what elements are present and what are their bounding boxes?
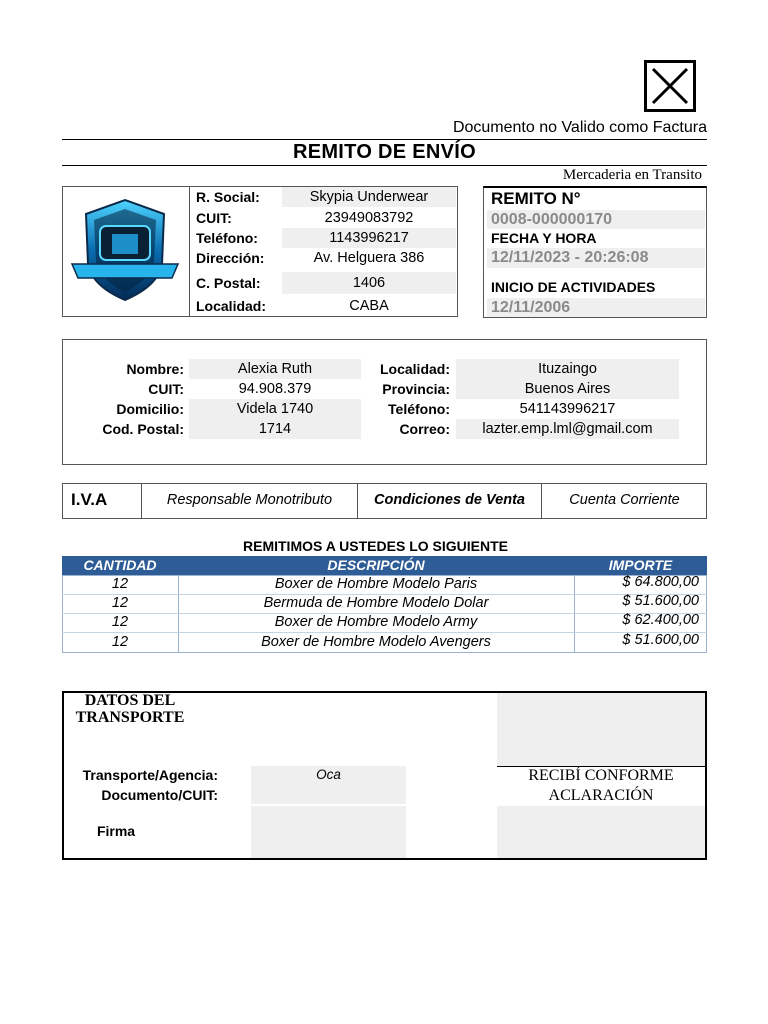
issuer-address-value: Av. Helguera 386 xyxy=(313,250,425,266)
client-province-value: Buenos Aires xyxy=(456,379,679,399)
client-city-value: Ituzaingo xyxy=(456,359,679,379)
table-row-desc: Boxer de Hombre Modelo Paris xyxy=(274,576,478,592)
issuer-cuit-value: 23949083792 xyxy=(324,210,414,226)
table-row-qty: 12 xyxy=(111,595,129,611)
issuer-city-value: CABA xyxy=(349,298,389,314)
header-desc: DESCRIPCIÓN xyxy=(327,557,425,573)
table-row-qty: 12 xyxy=(111,576,129,592)
iva-value: Responsable Monotributo xyxy=(166,492,333,508)
invalid-mark-box xyxy=(644,60,696,112)
divider xyxy=(62,139,707,140)
client-postal-label: Cod. Postal: xyxy=(102,421,184,437)
client-city-label: Localidad: xyxy=(379,361,450,377)
not-valid-notice: Documento no Valido como Factura xyxy=(452,119,707,136)
table-row-qty: 12 xyxy=(111,634,129,650)
client-phone-value: 541143996217 xyxy=(519,401,616,417)
reception-signature-area xyxy=(497,693,705,766)
issuer-social-label: R. Social: xyxy=(196,189,260,205)
table-row-desc: Boxer de Hombre Modelo Avengers xyxy=(261,634,491,650)
sale-conditions-label: Condiciones de Venta xyxy=(374,492,525,508)
document-title: REMITO DE ENVÍO xyxy=(292,141,477,163)
signature-label: Firma xyxy=(96,823,136,839)
activity-start-label: INICIO DE ACTIVIDADES xyxy=(491,279,656,295)
divider xyxy=(62,165,707,166)
signature-field xyxy=(251,806,406,858)
agency-value: Oca xyxy=(316,767,341,782)
items-title: REMITIMOS A USTEDES LO SIGUIENTE xyxy=(243,538,508,554)
table-row-amount: $ 51.600,00 xyxy=(622,593,699,609)
datetime-value: 12/11/2023 - 20:26:08 xyxy=(487,248,705,268)
remito-number-label: REMITO N° xyxy=(491,189,581,208)
clarification-label: ACLARACIÓN xyxy=(548,787,654,804)
company-logo xyxy=(62,186,190,317)
header-amount: IMPORTE xyxy=(608,557,673,573)
client-address-value: Videla 1740 xyxy=(189,399,361,419)
header-qty: CANTIDAD xyxy=(83,557,157,573)
issuer-postal-label: C. Postal: xyxy=(196,275,261,291)
issuer-cuit-label: CUIT: xyxy=(196,210,232,226)
table-row-amount: $ 62.400,00 xyxy=(622,612,699,628)
received-label: RECIBÍ CONFORME xyxy=(528,767,674,784)
issuer-city-label: Localidad: xyxy=(196,298,267,314)
table-row-desc: Bermuda de Hombre Modelo Dolar xyxy=(263,595,489,611)
client-cuit-label: CUIT: xyxy=(148,381,184,397)
issuer-phone-value: 1143996217 xyxy=(282,228,456,248)
issuer-phone-label: Teléfono: xyxy=(196,230,258,246)
table-row-desc: Boxer de Hombre Modelo Army xyxy=(274,614,478,630)
document-label: Documento/CUIT: xyxy=(101,787,218,803)
client-province-label: Provincia: xyxy=(382,381,450,397)
clarification-field xyxy=(497,806,705,858)
iva-label: I.V.A xyxy=(71,490,108,509)
transport-title-line1: DATOS DEL xyxy=(84,692,176,709)
sale-conditions-value: Cuenta Corriente xyxy=(569,492,680,508)
table-row-qty: 12 xyxy=(111,614,129,630)
x-mark-icon xyxy=(647,63,693,109)
table-row-amount: $ 64.800,00 xyxy=(622,574,699,590)
client-email-label: Correo: xyxy=(399,421,450,437)
remito-number: 0008-000000170 xyxy=(487,210,705,229)
issuer-address-label: Dirección: xyxy=(196,250,265,266)
client-name-value: Alexia Ruth xyxy=(189,359,361,379)
client-postal-value: 1714 xyxy=(189,419,361,439)
client-cuit-value: 94.908.379 xyxy=(238,381,312,397)
issuer-social-value: Skypia Underwear xyxy=(282,187,456,207)
activity-start-value: 12/11/2006 xyxy=(487,298,705,317)
client-email-value: lazter.emp.lml@gmail.com xyxy=(456,419,679,439)
transit-note: Mercaderia en Transito xyxy=(562,167,702,183)
datetime-label: FECHA Y HORA xyxy=(491,230,597,246)
client-phone-label: Teléfono: xyxy=(388,401,450,417)
transport-title xyxy=(70,692,190,726)
issuer-postal-value: 1406 xyxy=(282,272,456,294)
client-address-label: Domicilio: xyxy=(116,401,184,417)
table-row-amount: $ 51.600,00 xyxy=(622,632,699,648)
client-name-label: Nombre: xyxy=(126,361,184,377)
transport-title-line2: TRANSPORTE xyxy=(75,709,185,726)
agency-label: Transporte/Agencia: xyxy=(82,767,218,783)
